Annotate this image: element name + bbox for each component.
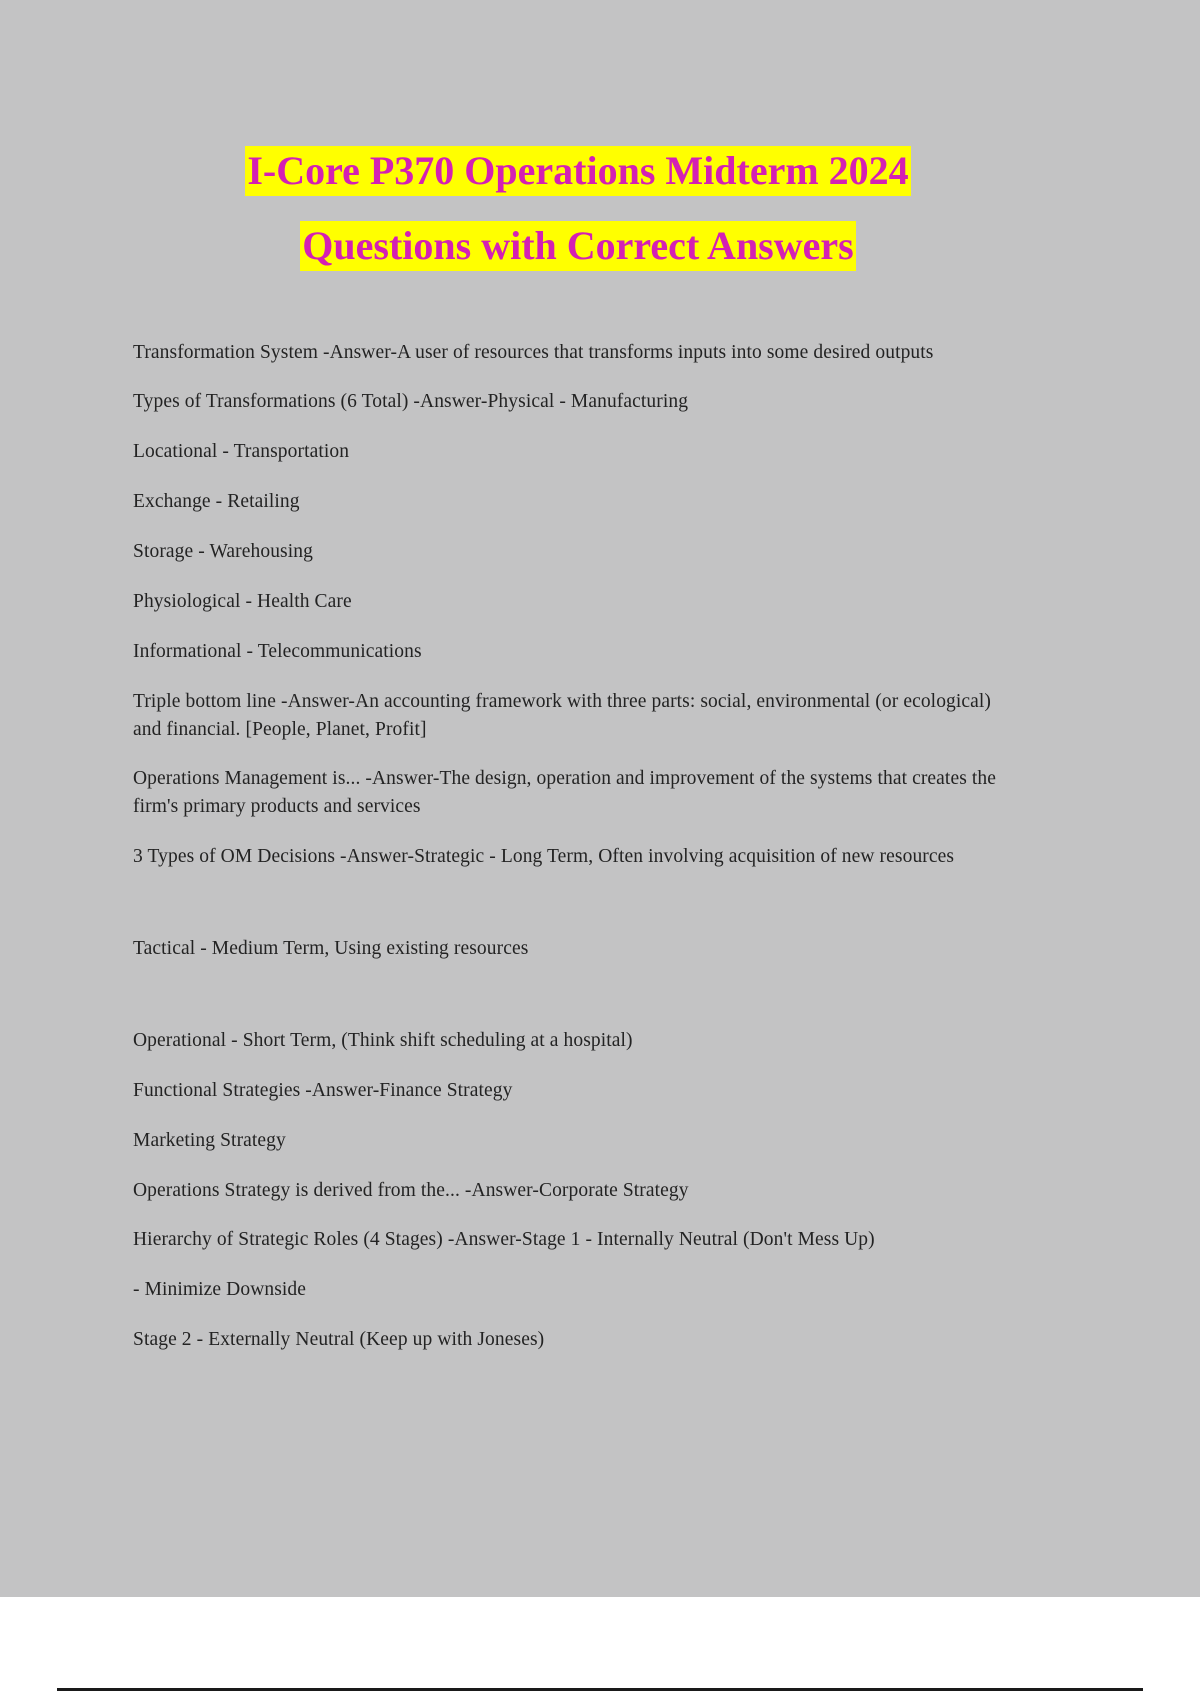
paragraph: Functional Strategies -Answer-Finance Strategy (133, 1079, 513, 1101)
document-content (133, 0, 1023, 1376)
paragraph: Informational - Telecommunications (133, 640, 422, 662)
paragraph: Operations Management is... -Answer-The design, operation and improvement of the systems that creates the firm's primary products and services (133, 768, 996, 818)
title-line-2 (133, 216, 1023, 277)
paragraph-blank (133, 893, 1023, 913)
paragraph: Types of Transformations (6 Total) -Answer-Physical - Manufacturing (133, 391, 689, 413)
paragraph: 3 Types of OM Decisions -Answer-Strategic - Long Term, Often involving acquisition of new resources (133, 846, 955, 868)
paragraph: Triple bottom line -Answer-An accounting framework with three parts: social, environmental (or ecological) and financial. [People, Planet, Profit] (133, 690, 992, 740)
document-title (133, 141, 1023, 277)
paragraph: Locational - Transportation (133, 441, 350, 463)
paragraph: Physiological - Health Care (133, 590, 352, 612)
paragraph: Operations Strategy is derived from the... -Answer-Corporate Strategy (133, 1179, 689, 1201)
document-body (133, 339, 1023, 1355)
paragraph-blank (133, 985, 1023, 1005)
paragraph: Hierarchy of Strategic Roles (4 Stages) -Answer-Stage 1 - Internally Neutral (Don't Mess Up) (133, 1229, 875, 1251)
paragraph: Exchange - Retailing (133, 491, 300, 513)
paragraph: Storage - Warehousing (133, 541, 313, 563)
title-line-2-text: Questions with Correct Answers (300, 221, 855, 271)
page-footer-whitespace (0, 1597, 1200, 1700)
paragraph: Tactical - Medium Term, Using existing resources (133, 938, 529, 960)
paragraph: Marketing Strategy (133, 1129, 286, 1151)
page-separator-rule (57, 1688, 1143, 1691)
title-line-1-text: I-Core P370 Operations Midterm 2024 (245, 146, 910, 196)
paragraph: Operational - Short Term, (Think shift scheduling at a hospital) (133, 1029, 633, 1051)
paragraph: Transformation System -Answer-A user of resources that transforms inputs into some desired outputs (133, 341, 934, 363)
paragraph: Stage 2 - Externally Neutral (Keep up with Joneses) (133, 1329, 545, 1351)
paragraph: - Minimize Downside (133, 1279, 307, 1301)
title-line-1 (133, 141, 1023, 202)
